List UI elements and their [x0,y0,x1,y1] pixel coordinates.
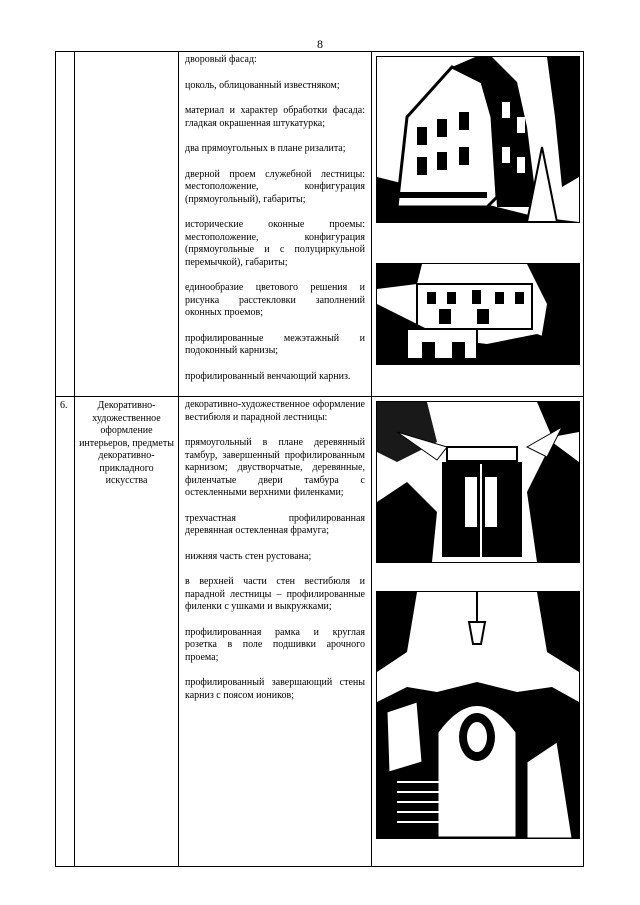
list-item: нижняя часть стен рустована; [185,550,312,562]
page-number: 8 [317,37,323,51]
description-cell [179,52,372,397]
vestibule-tambour-photo [376,401,580,563]
list-item: профилированные межэтажный и подоконный карнизы; [185,332,365,356]
object-name [75,52,179,397]
object-name: Декоративно-художественное оформление интерьеров, предметы декоративно-прикладного искусства [75,397,179,867]
list-item: профилированная рамка и круглая розетка в поле подшивки арочного проема; [185,626,365,663]
list-item: дверной проем служебной лестницы: местоположение, конфигурация (прямоугольный), габариты; [185,168,365,205]
list-item: материал и характер обработки фасада: гладкая окрашенная штукатурка; [185,105,365,129]
list-item: исторические оконные проемы: местоположение, конфигурация (прямоугольные и с полуциркульной перемычкой), габариты; [185,219,365,268]
list-item: декоративно-художественное оформление вестибюля и парадной лестницы: [185,399,365,423]
list-item: дворовый фасад: [185,54,257,65]
row-number: 6. [56,397,75,867]
list-item: трехчастная профилированная деревянная остекленная фрамуга; [185,512,365,536]
objects-table [55,51,584,867]
list-item: в верхней части стен вестибюля и парадной лестницы – профилированные филенки с ушками и выкружками; [185,576,365,612]
list-item: два прямоугольных в плане ризалита; [185,143,346,154]
table-row [56,397,584,867]
list-item: профилированный завершающий стены карниз с поясом иоников; [185,677,365,701]
table-row [56,52,584,397]
list-item: прямоугольный в плане деревянный тамбур, завершенный профилированным карнизом; двустворчатые, деревянные, филенчатые двери тамбура с остекленными верхними филенками; [185,437,365,498]
list-item: единообразие цветового решения и рисунка расстекловки заполнений оконных проемов; [185,282,365,318]
photos-cell [372,397,584,867]
description-cell [179,397,372,867]
list-item: цоколь, облицованный известняком; [185,79,340,91]
list-item: профилированный венчающий карниз. [185,370,351,382]
courtyard-view-photo [376,263,580,365]
row-number [56,52,75,397]
staircase-arch-photo [376,591,580,839]
courtyard-facade-photo [376,56,580,223]
photos-cell [372,52,584,397]
